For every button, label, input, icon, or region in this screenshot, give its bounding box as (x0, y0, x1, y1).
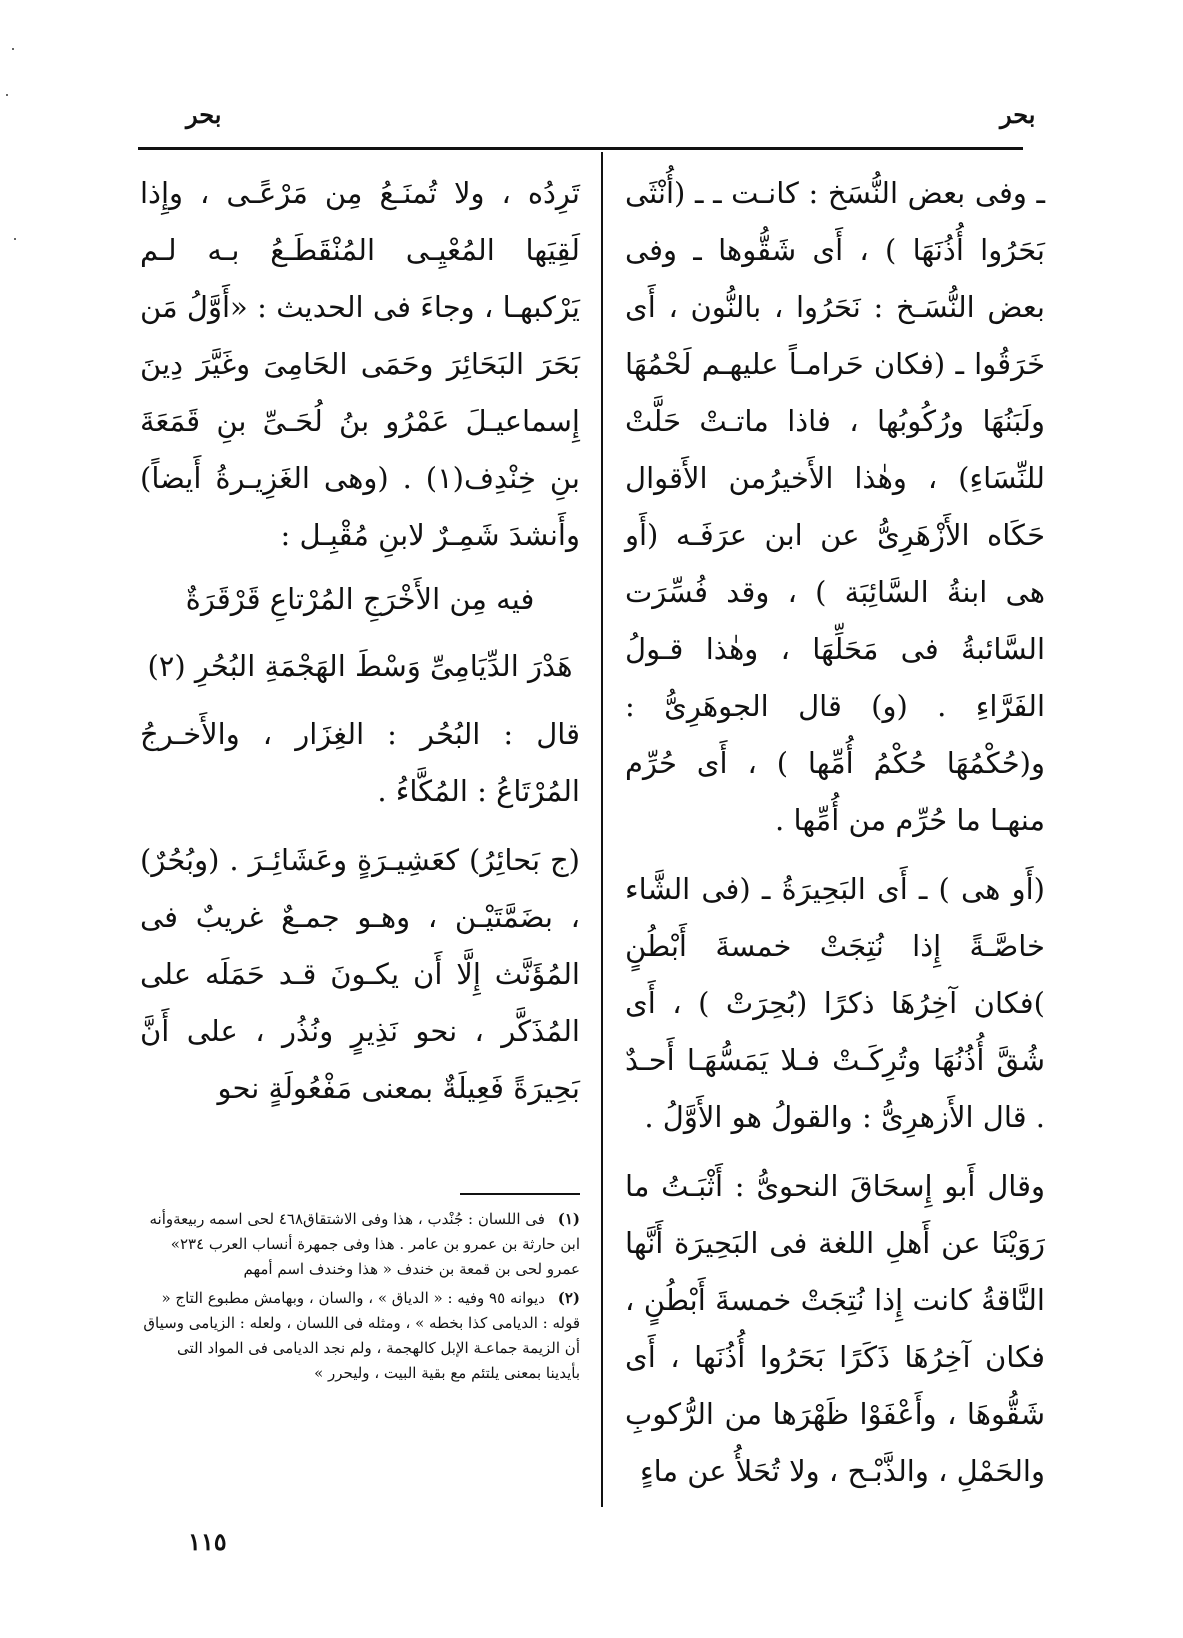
scan-speck (14, 238, 16, 240)
running-head-left: بحر (186, 100, 222, 129)
right-column (625, 165, 1045, 1500)
scan-speck (12, 48, 14, 50)
running-head-right: بحر (1000, 100, 1036, 129)
footnote-marker: (١) (557, 1210, 580, 1228)
right-paragraph-3: وقال أَبو إِسحَاقَ النحوىُّ : أَثْبَـتُ ما رَوَيْنَا عن أَهلِ اللغة فى البَحِيرَة أَنَّها النَّاقةُ كانت إِذا نُتِجَتْ خمسةَ أَبْطُنٍ ، فكان آخِرُهَا ذَكَرًا بَحَرُوا أُذُنَها ، أَى شَقُّوهَا ، وأَعْفَوْا ظَهْرَها من الرُّكوبِ والحَمْلِ ، والذَّبْـح ، ولا تُحَلأُ عن ماءٍ (625, 1169, 1045, 1488)
left-paragraph-1: تَرِدُه ، ولا تُمنَـعُ مِن مَرْعًـى ، وإِذا لَقِيَها المُعْيِـى المُنْقَطَـعُ بـه لـم يَرْكبهـا ، وجاءَ فى الحديث : «أَوَّلُ مَن بَحَرَ البَحَائِرَ وحَمَى الحَامِىَ وغَيَّرَ دِينَ إِسماعيـلَ عَمْرُو بنُ لُحَـىِّ بنِ قَمَعَةَ بنِ خِنْدِف(١) . (وهى الغَزِيـرةُ أَيضاً) وأَنشدَ شَمِـرٌ لابنِ مُقْبِـل : (140, 176, 580, 552)
footnote-1 (140, 1207, 580, 1282)
right-paragraph-2: (أَو هى ) ـ أَى البَحِيرَةُ ـ (فى الشَّاء خاصَّـةً إِذا نُتِجَتْ خمسةَ أَبْطُنٍ )فكان آخِرُهَا ذكرًا (بُحِرَتْ ) ، أَى شُقَّ أُذُنُهَا وتُرِكَـتْ فـلا يَمَسُّهَـا أَحـدٌ . قال الأَزهرِىُّ : والقولُ هو الأَوَّلُ . (625, 872, 1045, 1134)
footnote-rule (460, 1193, 580, 1195)
footnote-2 (140, 1286, 580, 1386)
verse-line-1: فيه مِن الأَخْرَجِ المُرْتاعِ قَرْقَرَةٌ (185, 582, 535, 616)
header-rule (138, 147, 1023, 150)
footnote-text: ديوانه ٩٥ وفيه : « الدياق » ، والسان ، وبهامش مطبوع التاج « قوله : الديامى كذا بخطه » ، ومثله فى اللسان ، ولعله : الزيامى وسياق أن الزيمة جماعـة الإبل كالهجمة ، ولم نجد الديامى فى المواد التى بأيدينا بمعنى يلتئم مع بقية البيت ، وليحرر » (143, 1289, 580, 1382)
footnote-text: فى اللسان : جُنْدب ، هذا وفى الاشتقاق٤٦٨ لحى اسمه ربيعةوأنه ابن حارثة بن عمرو بن عامر . هذا وفى جمهرة أنساب العرب ٢٣٤» عمرو لحى بن قمعة بن خندف « هذا وخندف اسم أمهم (149, 1210, 580, 1278)
page-number: ١١٥ (188, 1527, 227, 1556)
footnote-marker: (٢) (557, 1289, 580, 1307)
right-paragraph-1: ـ وفى بعض النُّسَخ : كانـت ـ ـ (أُنْثَى بَحَرُوا أُذُنَهَا ) ، أَى شَقُّوها ـ وفى بعض النُّسَـخ : نَحَرُوا ، بالنُّون ، أَى خَرَقُوا ـ (فكان حَرامـاً عليهـم لَحْمُهَا ولَبَنُهَا ورُكُوبُها ، فاذا ماتـتْ حَلَّتْ للنِّسَاءِ) ، وهٰذا الأَخيرُمن الأَقوال حَكَاه الأَزْهَرِىُّ عن ابن عرَفَـه (أَو هى ابنةُ السَّائِبَة ) ، وقد فُسِّرَت السَّائبةُ فى مَحَلِّهَا ، وهٰذا قـولُ الفَرَّاءِ . (و) قال الجوهَرِىُّ : و(حُكْمُهَا حُكْمُ أُمِّها ) ، أَى حُرِّم منهـا ما حُرِّم من أُمِّها . (625, 176, 1045, 837)
scan-speck (6, 94, 8, 96)
footnotes (140, 1207, 580, 1390)
left-paragraph-2: قال : البُحُر : الغِزَار ، والأَخـرجُ المُرْتَاعُ : المُكَّاءُ . (140, 717, 580, 808)
left-paragraph-3: (ج بَحائِرُ) كعَشِيـرَةٍ وعَشَائِـرَ . (وبُحُرٌ) ، بضَمَّتَيْـن ، وهـو جمـعٌ غريبٌ فى المُؤَنَّث إِلَّا أَن يكـونَ قـد حَمَلَه على المُذَكَّر ، نحو نَذِيرٍ ونُذُر ، على أَنَّ بَحِيرَةً فَعِيلَةٌ بمعنى مَفْعُولَةٍ نحو (140, 843, 580, 1105)
column-divider (601, 152, 603, 1507)
left-column (140, 165, 580, 1117)
verse-line-2: هَدْرَ الدِّيَامِىِّ وَسْطَ الهَجْمَةِ البُحُرِ (٢) (147, 649, 573, 683)
